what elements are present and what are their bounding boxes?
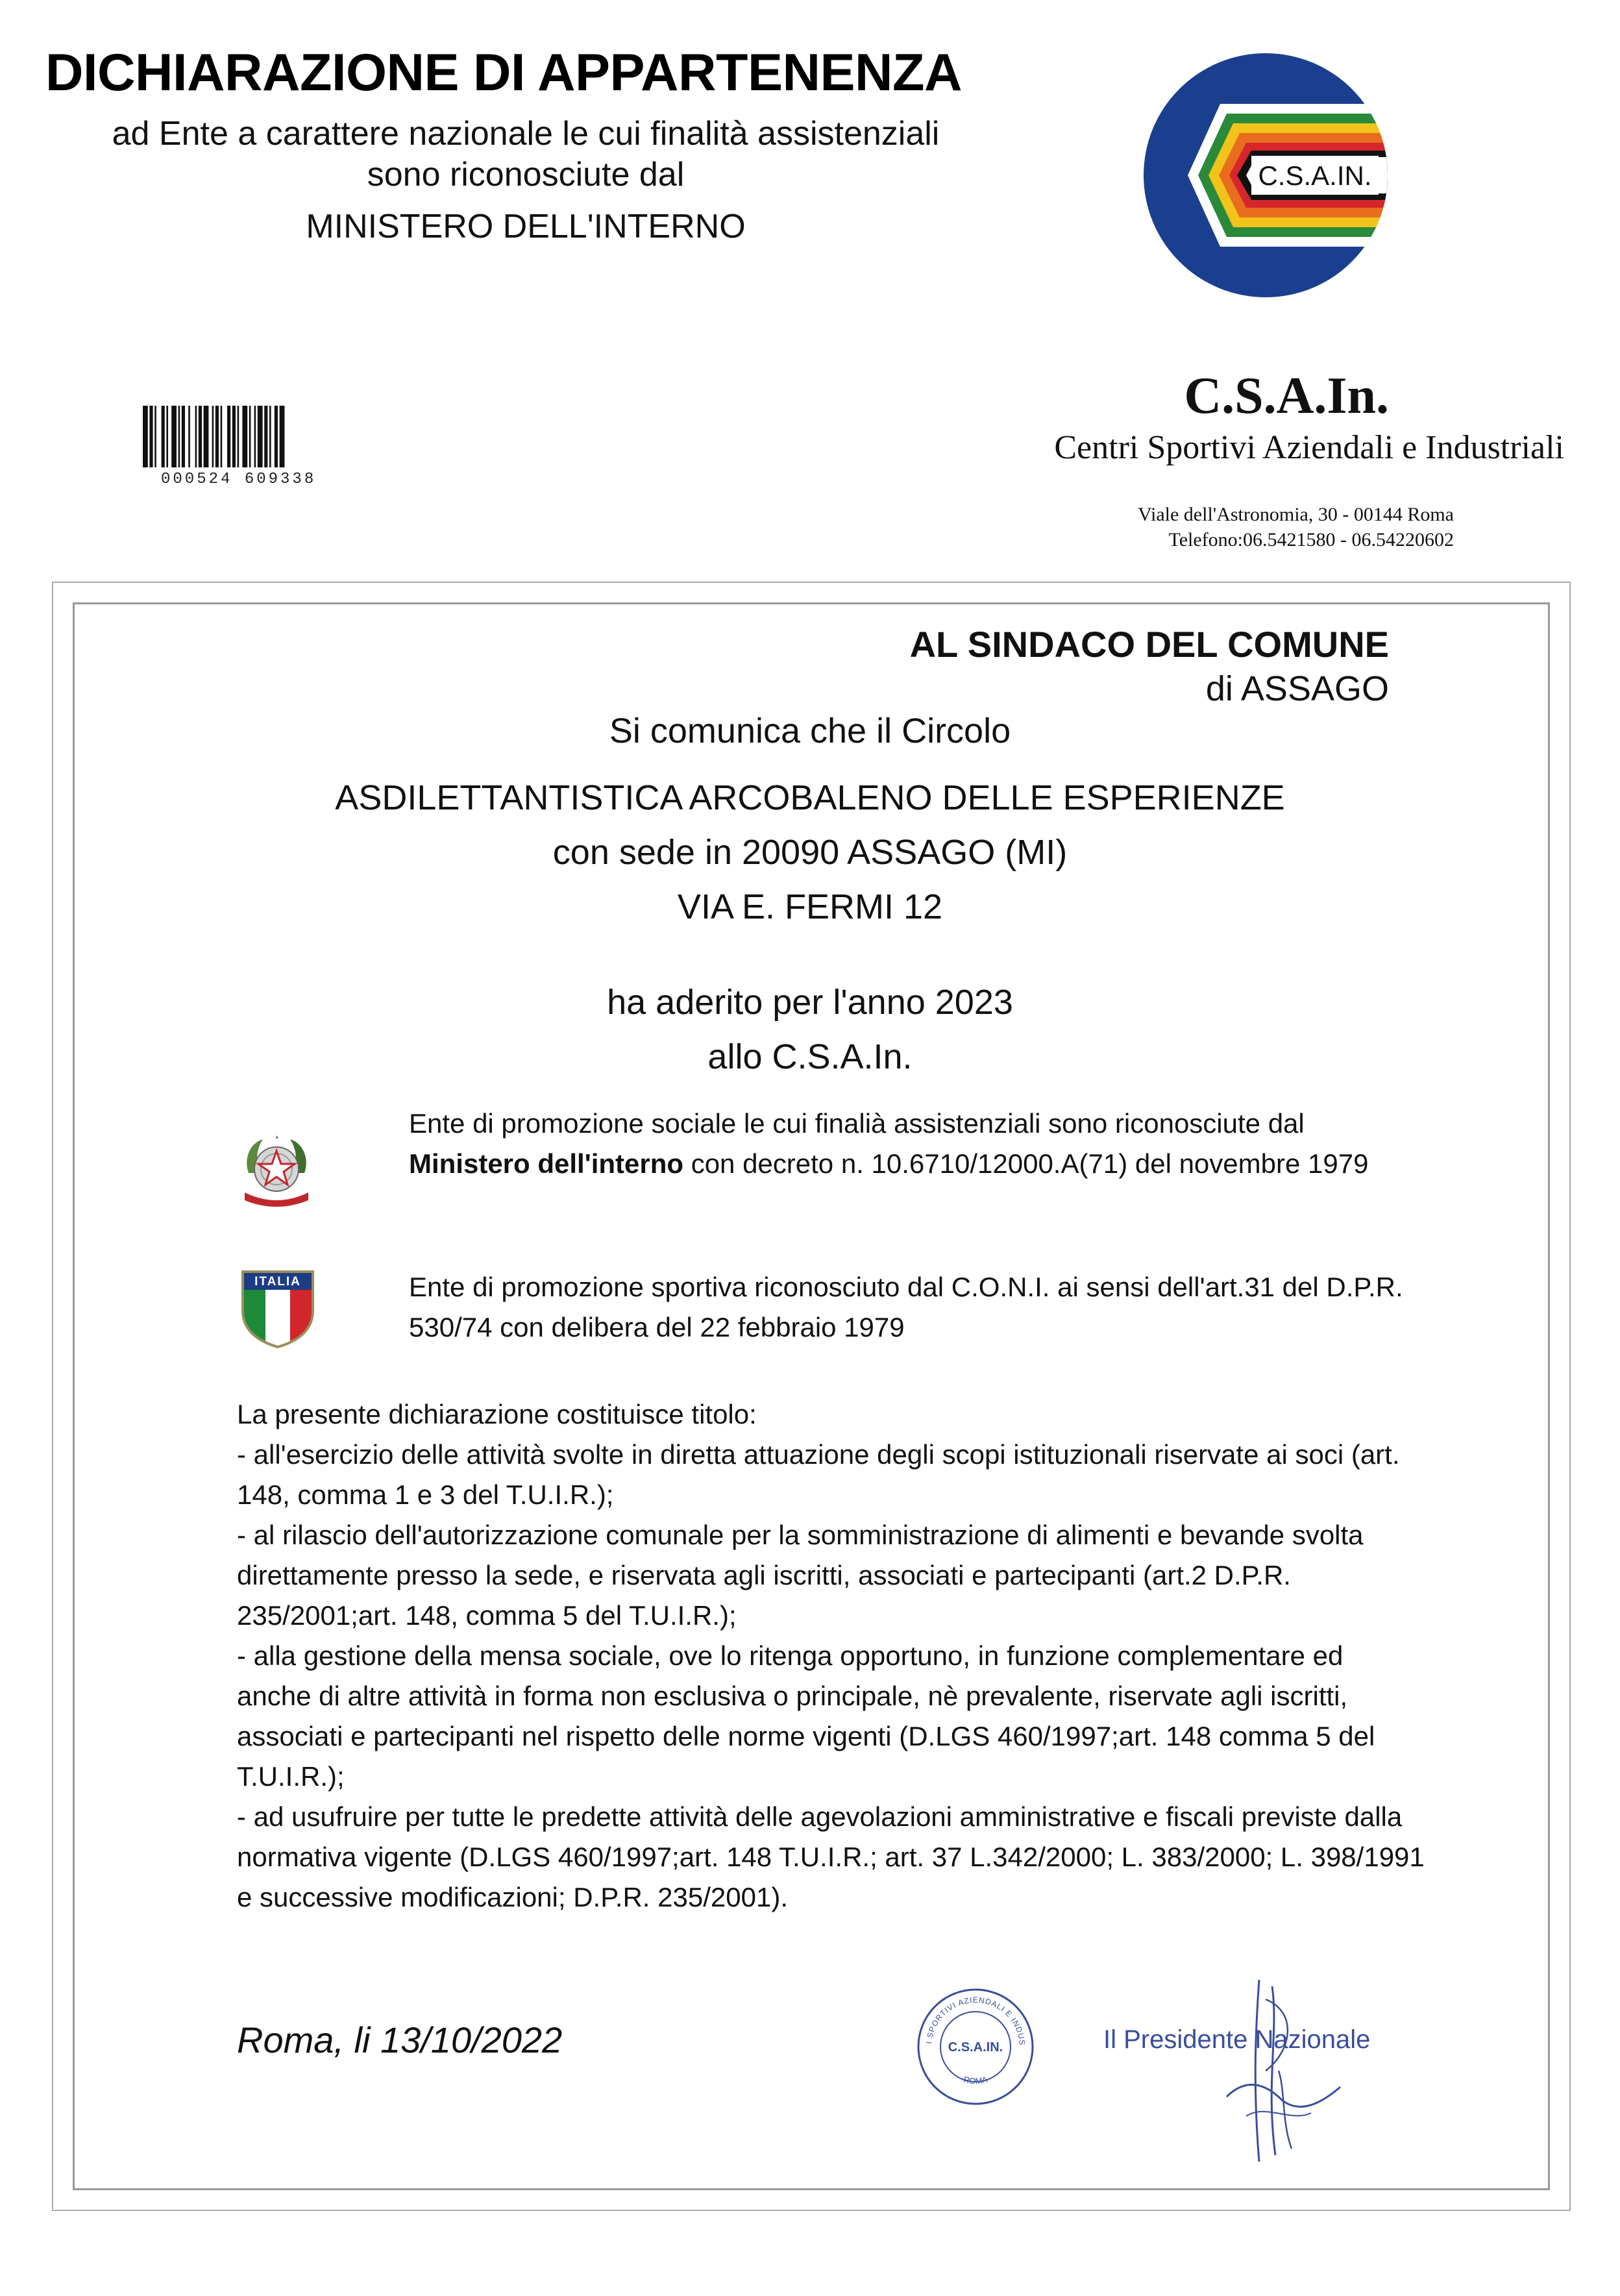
intro-text: Si comunica che il Circolo xyxy=(609,711,1011,750)
club-address: VIA E. FERMI 12 xyxy=(677,887,943,926)
barcode-bar xyxy=(188,406,190,467)
org-address: Viale dell'Astronomia, 30 - 00144 Roma xyxy=(1138,504,1454,525)
club-seat: con sede in 20090 ASSAGO (MI) xyxy=(552,833,1068,872)
subtitle-line-2: sono riconosciute dal xyxy=(367,156,685,193)
document-title: DICHIARAZIONE DI APPARTENENZA xyxy=(45,43,963,102)
barcode-bar xyxy=(162,406,165,467)
org-name: C.S.A.In. xyxy=(1184,367,1389,425)
barcode-bar xyxy=(238,406,239,467)
csain-logo xyxy=(1142,52,1389,299)
barcode-bar xyxy=(269,406,271,467)
declaration-item: - alla gestione della mensa sociale, ove lo ritenga opportuno, in funzione complementare ed anche di altre attività in forma non esclusiva o principale, nè prevalente, riservate agli iscritti, associati e partecipanti nel rispetto delle norme vigenti (D.LGS 460/1997;art. 148 comma 5 del T.U.I.R.); xyxy=(237,1640,1375,1792)
barcode-bar xyxy=(199,406,202,467)
barcode-bar xyxy=(221,406,223,467)
declaration-item: - ad usufruire per tutte le predette attività delle agevolazioni amministrative e fiscali previste dalla normativa vigente (D.LGS 460/1997;art. 148 T.U.I.R.; art. 37 L.342/2000; L. 383/2000; L. 398/1991 e successive modificazioni; D.P.R. 235/2001). xyxy=(237,1801,1425,1912)
recipient-line-2: di ASSAGO xyxy=(1205,669,1389,708)
italia-shield-icon xyxy=(240,1269,315,1348)
recognition-social-text-1: Ente di promozione sociale le cui finalià assistenziali sono riconosciute dal xyxy=(409,1108,1305,1139)
svg-text:CENTRI SPORTIVI AZIENDALI E IN xyxy=(915,1986,1027,2046)
italian-republic-emblem-icon xyxy=(237,1133,316,1209)
stamp-ring-text: I SPORTIVI AZIENDALI E INDUS xyxy=(924,1995,1027,2046)
declaration-item: - al rilascio dell'autorizzazione comunale per la somministrazione di alimenti e bevande svolta direttamente presso la sede, e riservata agli iscritti, associati e partecipanti (art.2 D.P.R. 235/2001;art. 148, comma 5 del T.U.I.R.); xyxy=(237,1520,1364,1631)
barcode-bar xyxy=(149,406,153,467)
recognition-social-bold: Ministero dell'interno xyxy=(409,1148,684,1179)
place-date: Roma, li 13/10/2022 xyxy=(237,2019,563,2060)
signature xyxy=(1220,1973,1350,2168)
declaration-item: - all'esercizio delle attività svolte in diretta attuazione degli scopi istituzionali riservate ai soci (art. 148, comma 1 e 3 del T.U.I.R.); xyxy=(237,1439,1400,1510)
barcode-bar xyxy=(258,406,263,467)
barcode-bar xyxy=(254,406,256,467)
recognition-social-text-2: con decreto n. 10.6710/12000.A(71) del novembre 1979 xyxy=(691,1148,1369,1179)
barcode-bar xyxy=(212,406,214,467)
recipient-line-1: AL SINDACO DEL COMUNE xyxy=(909,624,1389,665)
barcode-bar xyxy=(166,406,168,467)
club-name: ASDILETTANTISTICA ARCOBALENO DELLE ESPERIENZE xyxy=(335,778,1285,817)
barcode-bar xyxy=(227,406,230,467)
stamp-bottom-text: ROMA xyxy=(963,2074,988,2086)
barcode-bar xyxy=(264,406,267,467)
barcode-bar xyxy=(280,406,285,467)
signatory-label: Il Presidente Nazionale xyxy=(1103,2025,1371,2054)
subtitle-line-3: MINISTERO DELL'INTERNO xyxy=(306,208,746,245)
barcode-bar xyxy=(178,406,180,467)
declaration-intro: La presente dichiarazione costituisce titolo: xyxy=(237,1399,757,1429)
org-phone: Telefono:06.5421580 - 06.54220602 xyxy=(1168,529,1454,550)
org-full-name: Centri Sportivi Aziendali e Industriali xyxy=(1054,429,1564,466)
logo-text: C.S.A.IN. xyxy=(1258,160,1372,191)
subtitle-line-1: ad Ente a carattere nazionale le cui finalità assistenziali xyxy=(112,115,940,153)
barcode-bar xyxy=(249,406,251,467)
barcode-bar xyxy=(195,406,197,467)
barcode-bar xyxy=(275,406,278,467)
barcode-bar xyxy=(215,406,219,467)
declaration-section xyxy=(237,1394,1425,1918)
barcode xyxy=(141,406,401,490)
stamp-center-text: C.S.A.IN. xyxy=(948,2040,1003,2055)
barcode-bar xyxy=(204,406,209,467)
barcode-bar xyxy=(182,406,185,467)
barcode-bar xyxy=(154,406,156,467)
barcode-bar xyxy=(242,406,247,467)
recognition-sport: Ente di promozione sportiva riconosciuto dal C.O.N.I. ai sensi dell'art.31 del D.P.R. 530/74 con delibera del 22 febbraio 1979 xyxy=(409,1272,1403,1342)
csain-stamp xyxy=(915,1986,1036,2107)
shield-label: ITALIA xyxy=(254,1275,301,1289)
barcode-number: 000524 609338 xyxy=(161,471,317,488)
barcode-bar xyxy=(171,406,177,467)
adhesion-line-2: allo C.S.A.In. xyxy=(707,1037,913,1076)
recognition-social xyxy=(409,1104,1421,1184)
barcode-bar xyxy=(232,406,236,467)
svg-text:ROMA xyxy=(963,2074,988,2086)
adhesion-line-1: ha aderito per l'anno 2023 xyxy=(607,983,1013,1022)
barcode-bar xyxy=(143,406,148,467)
